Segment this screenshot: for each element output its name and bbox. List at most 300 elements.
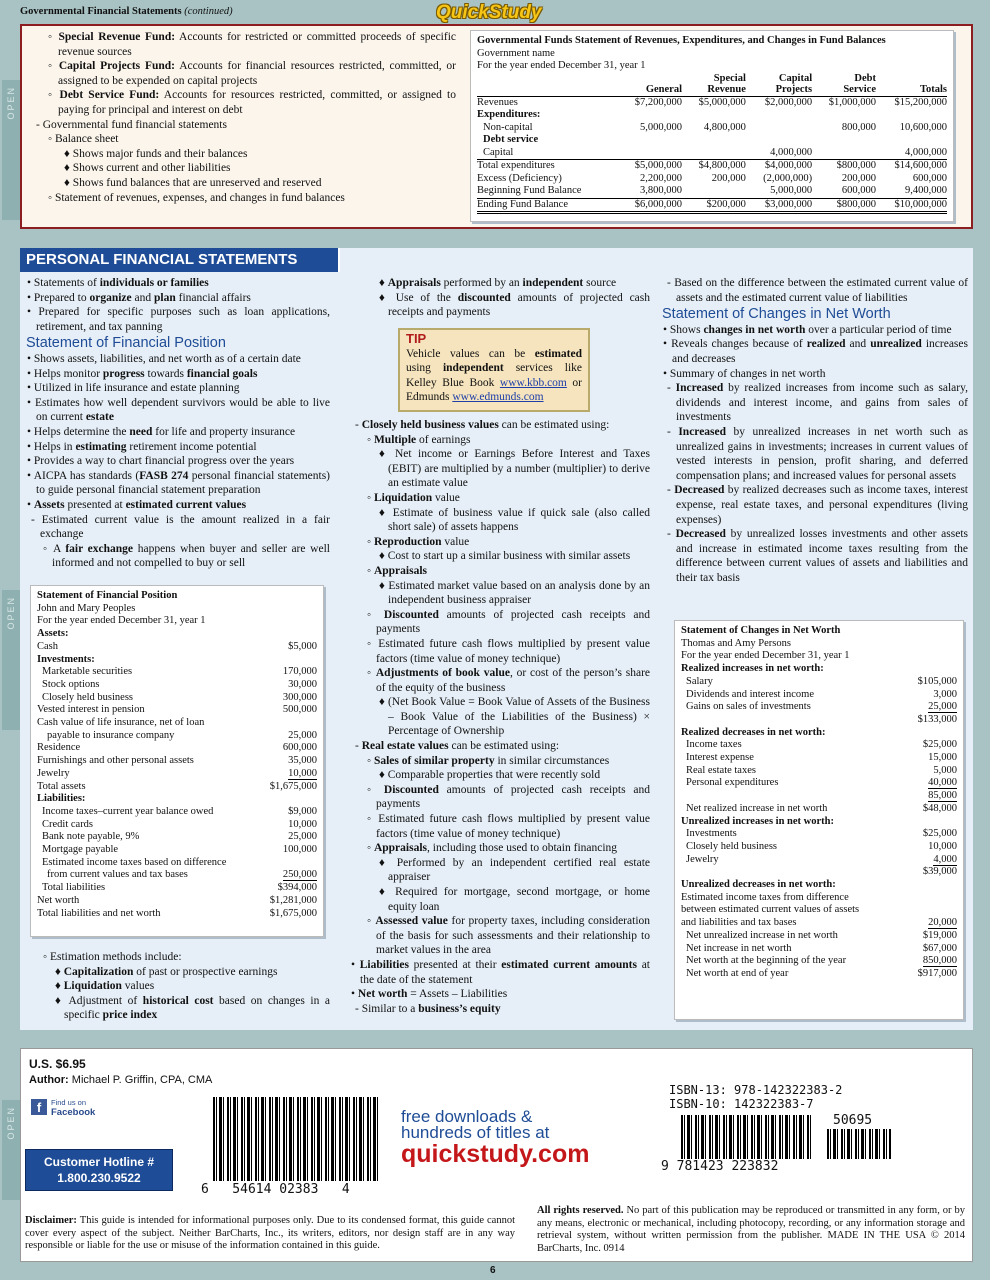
bullet-item: ◦ A fair exchange happens when buyer and seller are well informed and not compelled to buy or sell xyxy=(43,542,330,570)
gov-cell: $4,800,000 xyxy=(698,160,746,171)
statement-row xyxy=(681,790,957,803)
gov-cell xyxy=(618,147,682,160)
gov-table-subtitle: Government name xyxy=(477,47,555,59)
amount-value: $25,000 xyxy=(922,828,957,840)
statement-label: Estimated income taxes based on difference xyxy=(42,856,227,868)
amount-value: $25,000 xyxy=(922,739,957,751)
gov-cell: $15,200,000 xyxy=(894,96,947,108)
statement-label: Unrealized decreases in net worth: xyxy=(681,879,836,891)
statement-row xyxy=(681,854,957,867)
amount-value: 5,000 xyxy=(933,764,957,776)
sfp-table xyxy=(37,628,317,920)
gov-col-header: Special Revenue xyxy=(682,73,746,97)
facebook-label: Facebook xyxy=(51,1107,96,1118)
statement-row xyxy=(37,869,317,882)
statement-row xyxy=(37,882,317,895)
statement-label: Realized increases in net worth: xyxy=(681,663,824,675)
quickstudy-url: quickstudy.com xyxy=(401,1140,590,1168)
statement-label: Total liabilities xyxy=(42,882,106,894)
pfs-column-3 xyxy=(662,276,968,585)
amount-value: 15,000 xyxy=(928,752,957,764)
bullet-item: • Net worth = Assets – Liabilities xyxy=(351,988,508,1001)
downloads-line-1: free downloads & xyxy=(401,1107,533,1126)
gov-cell: $14,600,000 xyxy=(894,160,947,171)
gov-cell xyxy=(682,147,746,160)
amount-value: 85,000 xyxy=(928,790,957,802)
amount-value: 25,000 xyxy=(928,701,957,713)
statement-row xyxy=(681,828,957,841)
statement-label: Salary xyxy=(686,675,713,687)
statement-amount xyxy=(261,679,317,692)
section-header xyxy=(20,6,233,17)
bullet-item: ♦ Estimated market value based on an analysis done by an independent business appraiser xyxy=(379,579,650,607)
fund-name: Debt Service Fund: xyxy=(59,89,160,102)
statement-row xyxy=(37,819,317,832)
amount-value: 20,000 xyxy=(928,917,957,929)
statement-row xyxy=(681,676,957,689)
gov-cell xyxy=(682,134,746,147)
gov-cell xyxy=(876,134,947,147)
statement-amount xyxy=(261,819,317,832)
statement-label: Closely held business xyxy=(42,691,133,703)
side-tab-text: OPEN xyxy=(6,1106,16,1140)
bullet-item: ♦ Comparable properties that were recently sold xyxy=(379,769,601,782)
statement-row xyxy=(37,755,317,768)
statement-amount xyxy=(261,882,317,895)
bullet-item: ◦ Appraisals, including those used to obtain financing xyxy=(367,842,618,855)
bullet-item: - Based on the difference between the estimated current value of assets and the estimated current value of liabilities xyxy=(667,277,968,304)
bullet-item: ♦ Capitalization of past or prospective earnings xyxy=(55,965,278,978)
isbn-13: ISBN-13: 978-142322383-2 xyxy=(669,1083,843,1097)
bullet-item: • Reveals changes because of realized and unrealized increases and decreases xyxy=(663,338,968,365)
statement-row xyxy=(681,765,957,778)
statement-amount xyxy=(907,892,957,905)
statement-label: Real estate taxes xyxy=(686,764,756,776)
amount-value: $19,000 xyxy=(922,929,957,941)
statement-amount xyxy=(907,663,957,676)
statement-amount xyxy=(261,781,317,794)
kbb-link[interactable]: www.kbb.com xyxy=(499,376,567,389)
statement-amount xyxy=(907,689,957,702)
statement-amount xyxy=(907,765,957,778)
side-tab-text: OPEN xyxy=(6,86,16,120)
gov-cell: $5,000,000 xyxy=(698,96,746,108)
bullet-item: ◦ Discounted amounts of projected cash receipts and payments xyxy=(367,608,650,636)
statement-amount xyxy=(261,654,317,667)
statement-amount xyxy=(907,816,957,829)
edmunds-link[interactable]: www.edmunds.com xyxy=(452,391,544,403)
statement-label: Credit cards xyxy=(42,818,94,830)
bullet-item: • Shows assets, liabilities, and net worth as of a certain date xyxy=(27,352,301,365)
column-heading: Statement of Changes in Net Worth xyxy=(662,306,891,323)
bullet-item: ♦ (Net Book Value = Book Value of Assets of the Business – Book Value of the Liabilities of the Business) × Percentage of Ownership xyxy=(379,696,650,738)
statement-amount xyxy=(907,854,957,867)
statement-amount xyxy=(907,676,957,689)
gov-cell: 600,000 xyxy=(912,172,947,184)
gov-table-period: For the year ended December 31, year 1 xyxy=(477,60,646,71)
statement-amount xyxy=(907,739,957,752)
amount-value: 40,000 xyxy=(928,777,957,789)
statement-amount xyxy=(261,692,317,705)
statement-row xyxy=(681,714,957,727)
statement-row xyxy=(681,689,957,702)
bullet-item: • Summary of changes in net worth xyxy=(663,367,826,380)
bullet-item: ♦ Estimate of business value if quick sale (also called short sale) of assets happens xyxy=(379,506,650,534)
statement-row xyxy=(37,742,317,755)
statement-amount xyxy=(907,701,957,714)
facebook-link[interactable] xyxy=(51,1099,95,1118)
bullet-item: • Helps monitor progress towards financial goals xyxy=(27,367,258,380)
bullet-item: ◦ Liquidation value xyxy=(367,491,460,504)
statement-row xyxy=(681,727,957,740)
statement-label xyxy=(681,866,907,879)
statement-row xyxy=(681,739,957,752)
statement-label: Furnishings and other personal assets xyxy=(37,755,194,767)
pfs-column-1 xyxy=(26,276,330,571)
gov-cell: 4,800,000 xyxy=(703,121,746,133)
amount-value: $39,000 xyxy=(922,866,957,878)
bullet-item: • Assets presented at estimated current values xyxy=(27,498,247,511)
statement-amount xyxy=(261,793,317,806)
bullet-item: ◦ Appraisals xyxy=(367,564,427,577)
statement-label: Realized decreases in net worth: xyxy=(681,726,826,738)
statement-amount xyxy=(261,857,317,870)
statement-label: Gains on sales of investments xyxy=(686,701,811,713)
amount-value: $1,281,000 xyxy=(269,894,317,906)
tip-box xyxy=(398,328,590,412)
statement-amount xyxy=(907,828,957,841)
gov-cell xyxy=(876,109,947,122)
gov-cell: Non-capital xyxy=(483,121,533,133)
addon-barcode xyxy=(827,1129,891,1159)
statement-label: Residence xyxy=(37,742,81,754)
bullet-item: ♦ Cost to start up a similar business with similar assets xyxy=(379,550,631,563)
gov-cell xyxy=(746,109,812,122)
statement-label xyxy=(681,714,907,727)
side-tab-bottom xyxy=(2,1100,20,1200)
gov-col-header: General xyxy=(618,73,682,97)
rights-text: No part of this publication may be reproduced or transmitted in any form, or by any means, electronic or mechanical, including photocopy, recording, or any information storage and retrieval system, without written permission from the publisher. MADE IN THE USA © 2014 BarCharts, Inc. 0914 xyxy=(537,1205,965,1254)
gov-cell: 9,400,000 xyxy=(876,185,947,198)
statement-amount xyxy=(907,930,957,943)
gov-cell: 200,000 xyxy=(711,172,746,184)
sfp-period: For the year ended December 31, year 1 xyxy=(37,615,206,627)
statement-row xyxy=(681,752,957,765)
disclaimer-text: This guide is intended for informational purposes only. Due to its condensed format, this guide cannot cover every aspect of the subject. Neither BarCharts, Inc., its writers, editors, nor design staff are in any way responsible or liable for the use or misuse of the information contained in this guide. xyxy=(25,1215,516,1251)
side-tab-top xyxy=(2,80,20,220)
statement-label: Investments: xyxy=(37,653,95,665)
fund-list-item: ◦ Debt Service Fund: Accounts for resources restricted, committed, or assigned to paying for principal and interest on debt xyxy=(48,89,456,116)
side-tab-text: OPEN xyxy=(6,596,16,630)
bullet-item: ◦ Adjustments of book value, or cost of the person’s share of the equity of the business xyxy=(367,667,651,694)
rights-label: All rights reserved. xyxy=(537,1205,624,1216)
bullet-item: - Decreased by unrealized losses investments and other assets and increase in estimated income taxes resulting from the difference between current values of assets and liabilities and their tax basis xyxy=(667,528,968,584)
scnw-period: For the year ended December 31, year 1 xyxy=(681,650,850,662)
statement-label: Vested interest in pension xyxy=(37,704,145,716)
facebook-icon[interactable]: f xyxy=(31,1099,47,1115)
amount-value: 300,000 xyxy=(282,691,317,703)
fund-name: Capital Projects Fund: xyxy=(58,60,176,73)
sfp-title: Statement of Financial Position xyxy=(37,590,178,601)
gov-cell: $5,000,000 xyxy=(634,160,683,171)
gov-cell: Revenues xyxy=(477,96,518,108)
statement-label: Bank note payable, 9% xyxy=(42,831,140,843)
fund-list-item: ◦ Capital Projects Fund: Accounts for financial resources restricted, committed, or assigned to be expended on capital projects xyxy=(48,60,457,87)
side-tab-middle xyxy=(2,590,20,730)
statement-label: Assets: xyxy=(37,628,69,640)
fund-list-item: ♦ Shows current and other liabilities xyxy=(64,162,231,175)
statement-amount xyxy=(907,866,957,879)
gov-cell xyxy=(682,185,746,198)
author-name: Michael P. Griffin, CPA, CMA xyxy=(71,1074,213,1086)
statement-amount xyxy=(907,714,957,727)
scnw-title: Statement of Changes in Net Worth xyxy=(681,625,841,636)
price: U.S. $6.95 xyxy=(29,1057,86,1071)
bullet-item: • Liabilities presented at their estimated current amounts at the date of the statement xyxy=(351,958,651,986)
pfs-section-title: PERSONAL FINANCIAL STATEMENTS xyxy=(20,248,340,272)
statement-amount xyxy=(261,844,317,857)
gov-col-header xyxy=(477,73,618,97)
statement-amount xyxy=(907,841,957,854)
statement-row xyxy=(37,654,317,667)
statement-row xyxy=(37,844,317,857)
pfs-column-1-estimation xyxy=(26,950,330,1023)
statement-label: Marketable securities xyxy=(42,666,133,678)
amount-value: 500,000 xyxy=(282,704,317,716)
bullet-item: ◦ Multiple of earnings xyxy=(367,433,471,446)
gov-cell: Capital xyxy=(477,147,618,160)
amount-value: 35,000 xyxy=(288,755,317,767)
pfs-column-2 xyxy=(350,418,650,1016)
statement-label: Jewelry xyxy=(37,767,70,779)
statement-amount xyxy=(261,628,317,641)
gov-cell: $800,000 xyxy=(836,160,876,171)
statement-row xyxy=(681,968,957,981)
page-number: 6 xyxy=(490,1265,496,1276)
downloads-promo[interactable] xyxy=(401,1109,589,1167)
amount-value: 100,000 xyxy=(282,844,317,856)
statement-amount xyxy=(261,895,317,908)
facebook-caption: Find us on xyxy=(51,1098,87,1107)
statement-label: Net realized increase in net worth xyxy=(686,802,828,814)
statement-row xyxy=(37,692,317,705)
statement-row xyxy=(681,879,957,892)
gov-table-grid xyxy=(477,73,947,215)
bullet-item: ◦ Reproduction value xyxy=(367,535,470,548)
bullet-item: ♦ Adjustment of historical cost based on changes in a specific price index xyxy=(55,994,330,1022)
bullet-item: - Decreased by realized decreases such as income taxes, interest expense, real estate taxes, and personal expenditures (living expenses) xyxy=(667,484,968,526)
gov-cell: $800,000 xyxy=(812,198,876,213)
fund-list-item: ♦ Shows major funds and their balances xyxy=(64,147,248,160)
bullet-item: ◦ Assessed value for property taxes, including consideration of the basis for such assessments and their relationship to market values in the area xyxy=(367,915,651,957)
gov-cell xyxy=(812,109,876,122)
gov-cell: (2,000,000) xyxy=(763,172,813,184)
statement-label: Total liabilities and net worth xyxy=(37,907,161,919)
statement-amount xyxy=(261,869,317,882)
amount-value: 25,000 xyxy=(288,729,317,741)
amount-value: $48,000 xyxy=(922,802,957,814)
statement-row xyxy=(681,930,957,943)
statement-amount xyxy=(261,666,317,679)
gov-row xyxy=(477,96,947,109)
statement-amount xyxy=(907,968,957,981)
statement-label: Dividends and interest income xyxy=(686,688,815,700)
disclaimer xyxy=(25,1215,515,1253)
amount-value: $394,000 xyxy=(277,882,317,894)
gov-header-row xyxy=(477,73,947,97)
statement-amount xyxy=(261,730,317,743)
bullet-item: ♦ Appraisals performed by an independent source xyxy=(379,277,617,289)
gov-cell: $200,000 xyxy=(682,198,746,213)
bullet-item: - Real estate values can be estimated using: xyxy=(355,740,560,753)
statement-row xyxy=(681,777,957,790)
amount-value: $9,000 xyxy=(288,805,317,817)
amount-value: 30,000 xyxy=(288,678,317,690)
amount-value: 10,000 xyxy=(288,767,317,779)
author-line xyxy=(29,1074,212,1086)
fund-types-list xyxy=(28,30,456,205)
isbn-barcode xyxy=(681,1115,811,1159)
statement-label: Stock options xyxy=(42,678,100,690)
bullet-item: - Similar to a business’s equity xyxy=(355,1002,501,1015)
bullet-item: • Utilized in life insurance and estate planning xyxy=(27,382,240,395)
statement-row xyxy=(37,908,317,921)
hotline-number: 1.800.230.9522 xyxy=(57,1171,141,1185)
bullet-item: ◦ Estimated future cash flows multiplied by present value factors (time value of money technique) xyxy=(367,637,650,665)
statement-row xyxy=(37,666,317,679)
statement-label: Cash xyxy=(37,640,58,652)
tip-label: TIP xyxy=(406,331,427,346)
gov-cell xyxy=(746,122,812,135)
tip-text: Vehicle values can be estimated using independent services like Kelley Blue Book www.kbb.com or Edmunds www.edmunds.com xyxy=(406,347,582,403)
isbn-10: ISBN-10: 142322383-7 xyxy=(669,1097,814,1111)
downloads-line-2: hundreds of titles at xyxy=(401,1123,550,1142)
section-title: Governmental Financial Statements xyxy=(20,6,182,17)
gov-cell xyxy=(618,134,682,147)
amount-value: 600,000 xyxy=(282,742,317,754)
amount-value: $1,675,000 xyxy=(269,907,317,919)
gov-cell: 600,000 xyxy=(812,185,876,198)
statement-row xyxy=(681,955,957,968)
statement-row xyxy=(681,917,957,930)
statement-row xyxy=(681,943,957,956)
customer-hotline[interactable] xyxy=(25,1149,173,1191)
statement-row xyxy=(37,793,317,806)
statement-amount xyxy=(907,777,957,790)
statement-label: Income taxes xyxy=(686,739,742,751)
bullet-item: - Estimated current value is the amount realized in a fair exchange xyxy=(31,513,330,541)
gov-cell: 5,000,000 xyxy=(640,121,683,133)
statement-amount xyxy=(907,904,957,917)
bullet-item: • AICPA has standards (FASB 274 personal financial statements) to guide personal financial statement preparation xyxy=(27,469,330,497)
upc-barcode xyxy=(213,1097,381,1181)
statement-row xyxy=(681,803,957,816)
bullet-item: ◦ Estimation methods include: xyxy=(43,951,182,963)
amount-value: $1,675,000 xyxy=(269,780,317,792)
statement-amount xyxy=(261,768,317,781)
statement-row xyxy=(681,841,957,854)
statement-label: payable to insurance company xyxy=(47,729,175,741)
amount-value: $5,000 xyxy=(288,640,317,652)
hotline-label: Customer Hotline # xyxy=(43,1155,154,1169)
statement-row xyxy=(681,701,957,714)
statement-label: between estimated current values of assets xyxy=(681,904,860,916)
gov-row xyxy=(477,147,947,160)
bullet-item: • Prepared for specific purposes such as loan applications, retirement, and tax panning xyxy=(27,306,330,333)
statement-label: Income taxes–current year balance owed xyxy=(42,805,214,817)
column-heading: Statement of Financial Position xyxy=(26,335,226,352)
statement-row xyxy=(37,895,317,908)
statement-label: Mortgage payable xyxy=(42,844,119,856)
statement-row xyxy=(37,781,317,794)
gov-row xyxy=(477,160,947,173)
statement-amount xyxy=(261,641,317,654)
scnw-table xyxy=(681,663,957,981)
statement-row xyxy=(37,641,317,654)
gov-cell xyxy=(618,109,682,122)
gov-row xyxy=(477,173,947,186)
addon-number: 50695 xyxy=(833,1113,873,1128)
statement-label: and liabilities and tax bases xyxy=(681,917,797,929)
continued-label: (continued) xyxy=(184,6,233,17)
amount-value: $105,000 xyxy=(917,675,957,687)
gov-cell xyxy=(746,134,812,147)
rights-notice xyxy=(537,1205,965,1255)
statement-label: Cash value of life insurance, net of loan xyxy=(37,717,205,729)
bullet-item: - Closely held business values can be estimated using: xyxy=(355,419,610,431)
ean-number: 9 781423 223832 xyxy=(661,1159,779,1174)
disclaimer-label: Disclaimer: xyxy=(25,1215,77,1226)
gov-cell: Beginning Fund Balance xyxy=(477,185,618,198)
gov-cell: Excess (Deficiency) xyxy=(477,172,562,184)
bullet-item: - Increased by unrealized increases in net worth such as unrealized gains in investments; increases in current values of vested interests in pension, profit sharing, and deferred compensation plans; and increased values for personal assets xyxy=(667,425,968,482)
bullet-item: - Increased by realized increases from income such as salary, dividends and interest income, and gains from sales of investments xyxy=(667,382,968,424)
fund-list-item: ◦ Statement of revenues, expenses, and changes in fund balances xyxy=(48,191,345,204)
bullet-item: ◦ Sales of similar property in similar circumstances xyxy=(367,754,610,767)
statement-row xyxy=(37,717,317,730)
statement-label: Closely held business xyxy=(686,840,777,852)
gov-cell: Total expenditures xyxy=(477,160,555,171)
statement-label: Net increase in net worth xyxy=(686,942,792,954)
statement-row xyxy=(681,892,957,905)
statement-row xyxy=(37,806,317,819)
gov-cell: $1,000,000 xyxy=(828,96,876,108)
statement-row xyxy=(681,904,957,917)
statement-label: Liabilities: xyxy=(37,793,86,805)
amount-value: 25,000 xyxy=(288,831,317,843)
bullet-item: • Provides a way to chart financial progress over the years xyxy=(27,455,295,468)
bullet-item: • Prepared to organize and plan financial affairs xyxy=(27,291,251,304)
statement-amount xyxy=(261,755,317,768)
sfp-owner: John and Mary Peoples xyxy=(37,602,136,614)
bullet-item: • Shows changes in net worth over a particular period of time xyxy=(663,323,952,336)
bullet-item: ◦ Estimated future cash flows multiplied by present value factors (time value of money technique) xyxy=(367,813,650,840)
statement-amount xyxy=(261,908,317,921)
gov-row xyxy=(477,198,947,213)
statement-label: Interest expense xyxy=(686,752,754,764)
statement-amount xyxy=(907,803,957,816)
amount-value: 4,000 xyxy=(933,853,957,865)
bullet-item: ♦ Performed by an independent certified real estate appraiser xyxy=(379,856,650,884)
statement-row xyxy=(37,857,317,870)
bullet-item: • Helps determine the need for life and property insurance xyxy=(27,425,296,438)
gov-row xyxy=(477,122,947,135)
gov-col-header: Debt Service xyxy=(812,73,876,97)
statement-label: Investments xyxy=(686,828,737,840)
gov-cell: $6,000,000 xyxy=(618,198,682,213)
statement-amount xyxy=(907,917,957,930)
statement-row xyxy=(37,704,317,717)
